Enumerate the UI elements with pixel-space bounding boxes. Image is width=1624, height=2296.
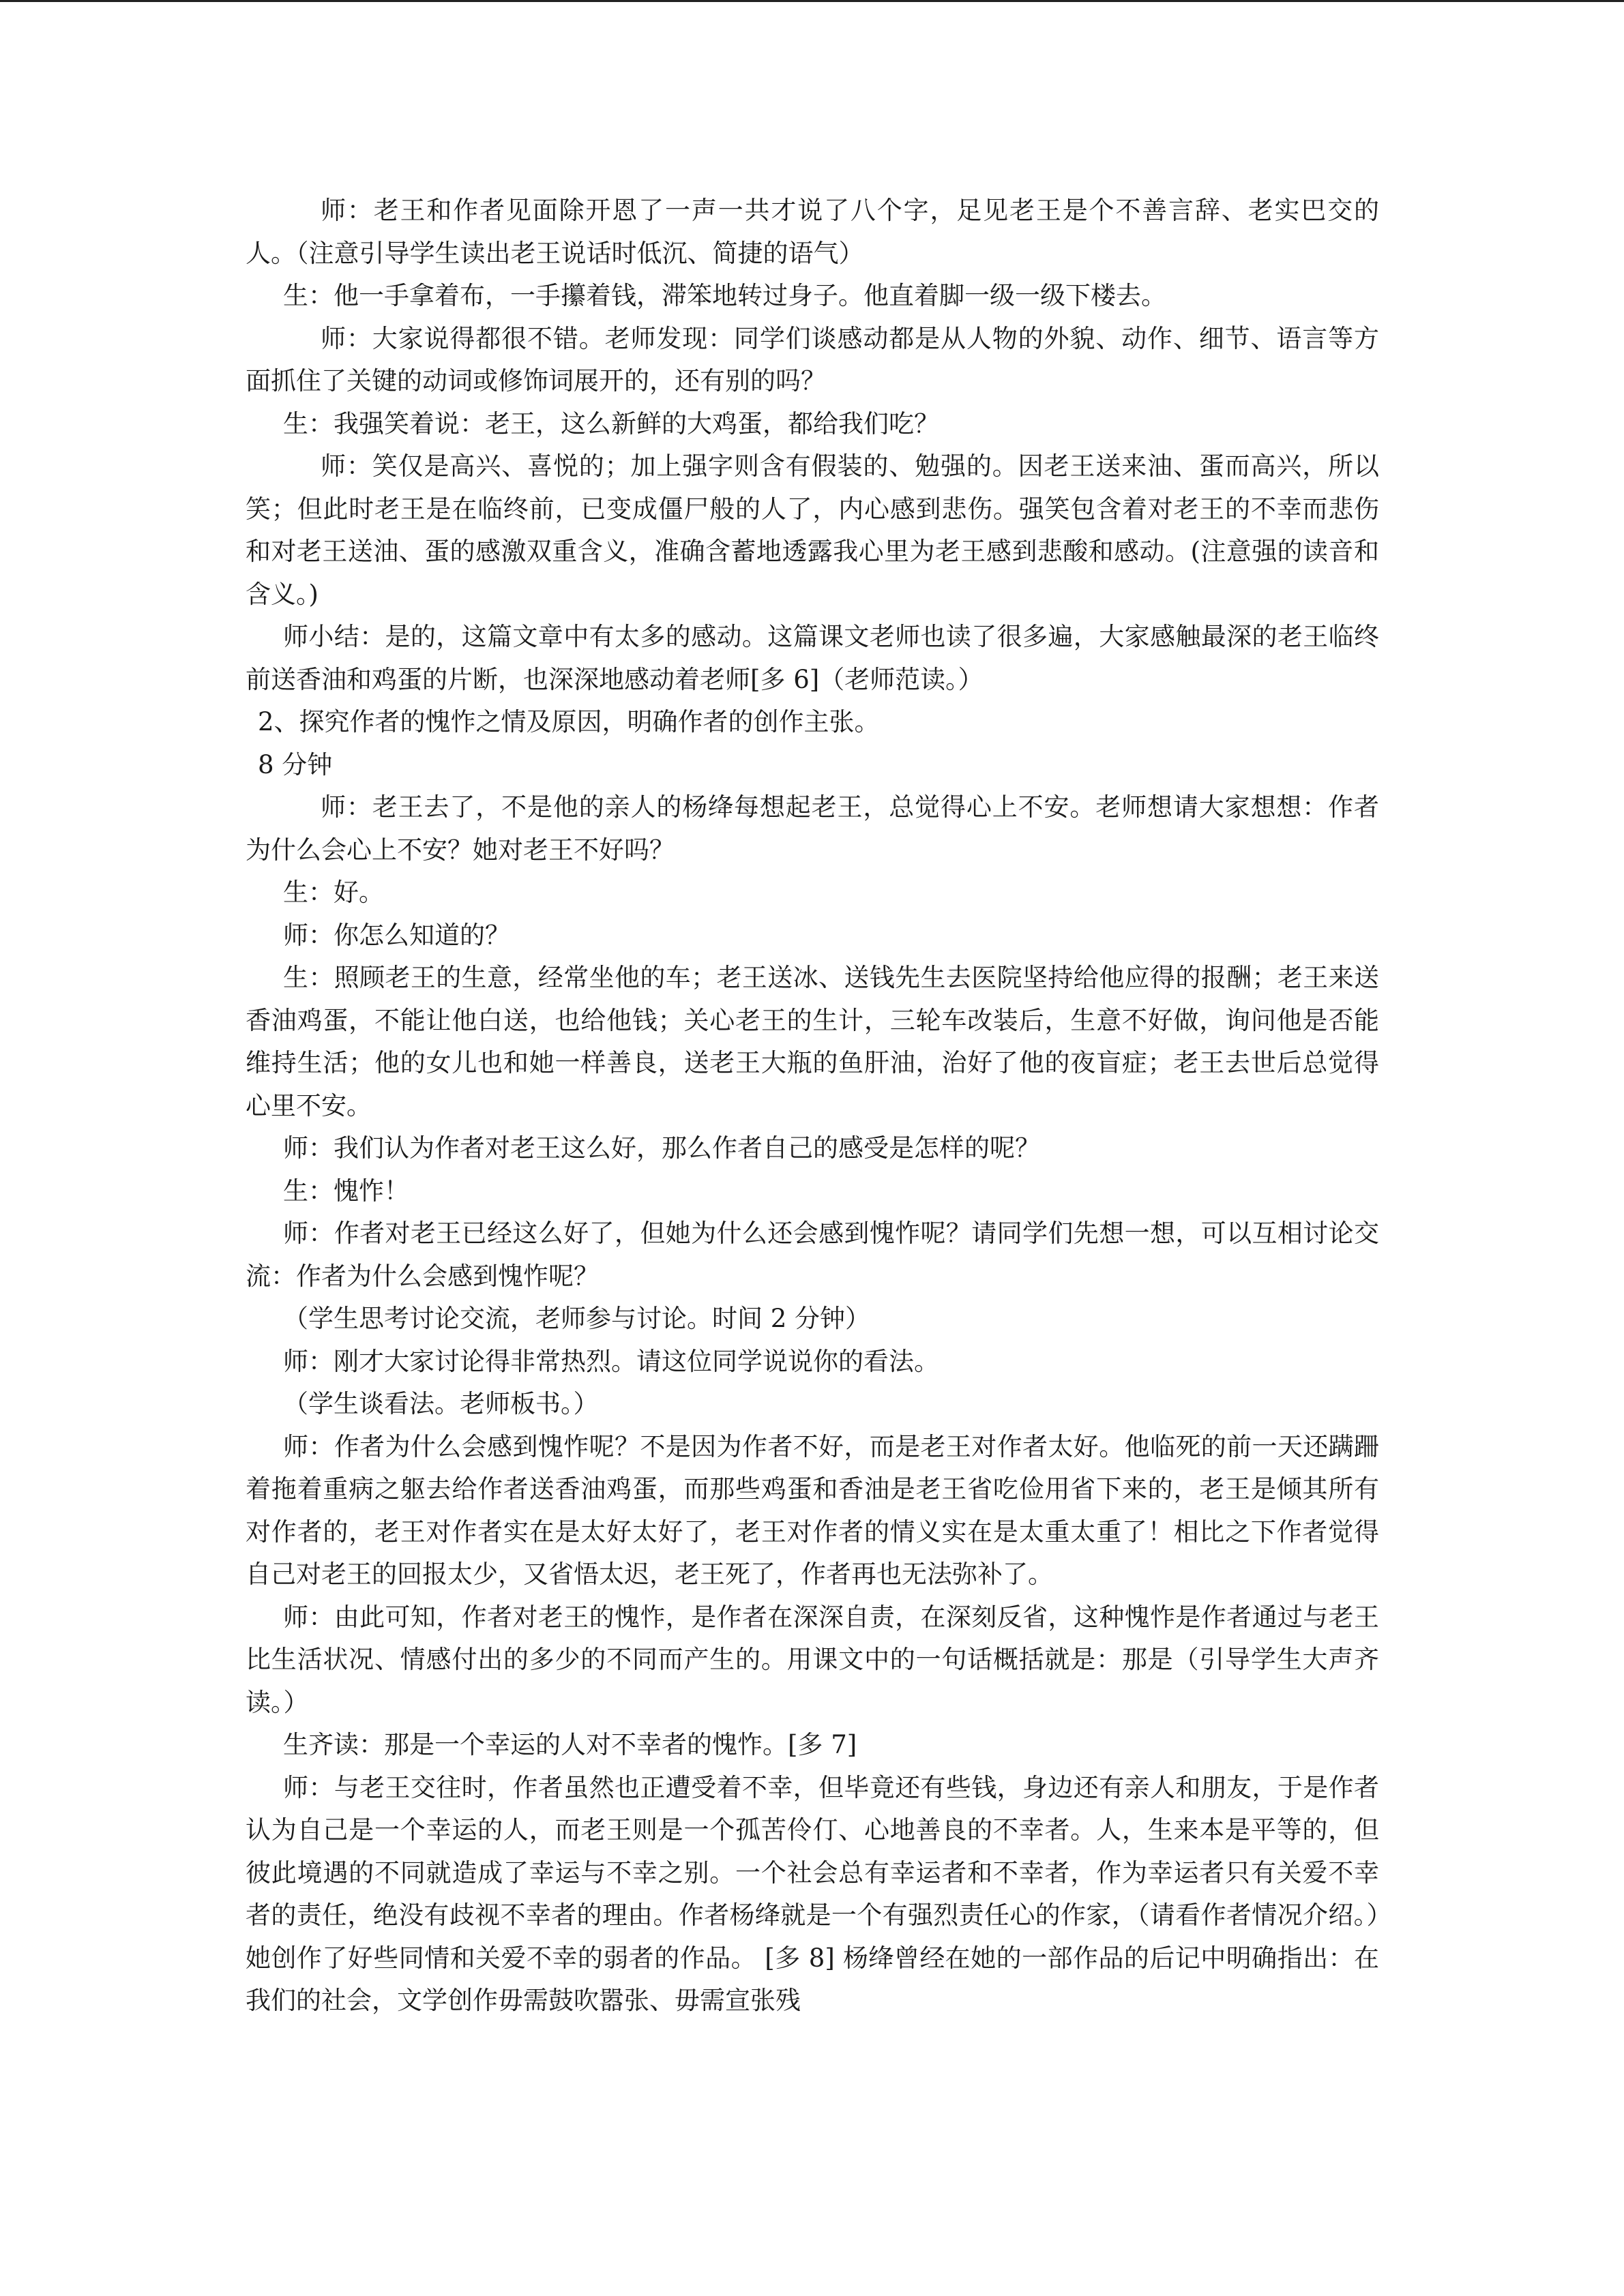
time-note: 8 分钟 xyxy=(258,749,333,779)
paragraph: 生：愧怍！ xyxy=(283,1176,409,1206)
paragraph: 生：他一手拿着布，一手攥着钱，滞笨地转过身子。他直着脚一级一级下楼去。 xyxy=(283,281,1166,310)
paragraph: 生：我强笑着说：老王，这么新鲜的大鸡蛋，都给我们吃？ xyxy=(283,408,939,438)
paragraph: 师小结：是的，这篇文章中有太多的感动。这篇课文老师也读了很多遍，大家感触最深的老王临终前送香油和鸡蛋的片断，也深深地感动着老师[多 6]（老师范读。） xyxy=(246,622,1379,694)
paragraph: 师：由此可知，作者对老王的愧怍，是作者在深深自责，在深刻反省，这种愧怍是作者通过与老王比生活状况、情感付出的多少的不同而产生的。用课文中的一句话概括就是：那是（引导学生大声齐读。） xyxy=(246,1602,1379,1717)
paragraph: （学生谈看法。老师板书。） xyxy=(283,1389,599,1418)
paragraph: 师：你怎么知道的？ xyxy=(283,920,510,950)
paragraph: 师：刚才大家讨论得非常热烈。请这位同学说说你的看法。 xyxy=(283,1346,939,1376)
paragraph: 师：作者为什么会感到愧怍呢？不是因为作者不好，而是老王对作者太好。他临死的前一天还蹒跚着拖着重病之躯去给作者送香油鸡蛋，而那些鸡蛋和香油是老王省吃俭用省下来的，老王是倾其所有对作者的，老王对作者实在是太好太好了，老王对作者的情义实在是太重太重了！相比之下作者觉得自己对老王的回报太少，又省悟太迟，老王死了，作者再也无法弥补了。 xyxy=(246,1431,1379,1589)
paragraph: 师：我们认为作者对老王这么好，那么作者自己的感受是怎样的呢？ xyxy=(283,1133,1040,1163)
paragraph: 师：老王和作者见面除开恩了一声一共才说了八个字，足见老王是个不善言辞、老实巴交的人。（注意引导学生读出老王说话时低沉、简捷的语气） xyxy=(246,196,1379,268)
paragraph: 师：老王去了，不是他的亲人的杨绛每想起老王，总觉得心上不安。老师想请大家想想：作者为什么会心上不安？她对老王不好吗？ xyxy=(246,792,1379,865)
paragraph: 师：与老王交往时，作者虽然也正遭受着不幸，但毕竟还有些钱，身边还有亲人和朋友，于是作者认为自己是一个幸运的人，而老王则是一个孤苦伶仃、心地善良的不幸者。人，生来本是平等的，但彼此境遇的不同就造成了幸运与不幸之别。一个社会总有幸运者和不幸者，作为幸运者只有关爱不幸者的责任，绝没有歧视不幸者的理由。作者杨绛就是一个有强烈责任心的作家，（请看作者情况介绍。）她创作了好些同情和关爱不幸的弱者的作品。 [多 8] 杨绛曾经在她的一部作品的后记中明确指出：在我们的社会，文学创作毋需鼓吹嚣张、毋需宣张残 xyxy=(246,1772,1379,2015)
section-heading: 2、探究作者的愧怍之情及原因，明确作者的创作主张。 xyxy=(258,707,880,736)
document-body xyxy=(246,190,1379,2023)
paragraph: 生：好。 xyxy=(283,878,384,907)
page-top-border xyxy=(0,0,1624,2)
paragraph: 生：照顾老王的生意，经常坐他的车；老王送冰、送钱先生去医院坚持给他应得的报酬；老王来送香油鸡蛋，不能让他白送，也给他钱；关心老王的生计，三轮车改装后，生意不好做，询问他是否能维持生活；他的女儿也和她一样善良，送老王大瓶的鱼肝油，治好了他的夜盲症；老王去世后总觉得心里不安。 xyxy=(246,963,1379,1120)
paragraph: 生齐读：那是一个幸运的人对不幸者的愧怍。[多 7] xyxy=(283,1730,857,1759)
paragraph: 师：笑仅是高兴、喜悦的；加上强字则含有假装的、勉强的。因老王送来油、蛋而高兴，所以笑；但此时老王是在临终前，已变成僵尸般的人了，内心感到悲伤。强笑包含着对老王的不幸而悲伤和对老王送油、蛋的感激双重含义，准确含蓄地透露我心里为老王感到悲酸和感动。(注意强的读音和含义。) xyxy=(246,451,1379,609)
paragraph: 师：作者对老王已经这么好了，但她为什么还会感到愧怍呢？请同学们先想一想，可以互相讨论交流：作者为什么会感到愧怍呢？ xyxy=(246,1219,1379,1291)
paragraph: （学生思考讨论交流，老师参与讨论。时间 2 分钟） xyxy=(283,1304,871,1333)
paragraph: 师：大家说得都很不错。老师发现：同学们谈感动都是从人物的外貌、动作、细节、语言等方面抓住了关键的动词或修饰词展开的，还有别的吗？ xyxy=(246,323,1379,396)
